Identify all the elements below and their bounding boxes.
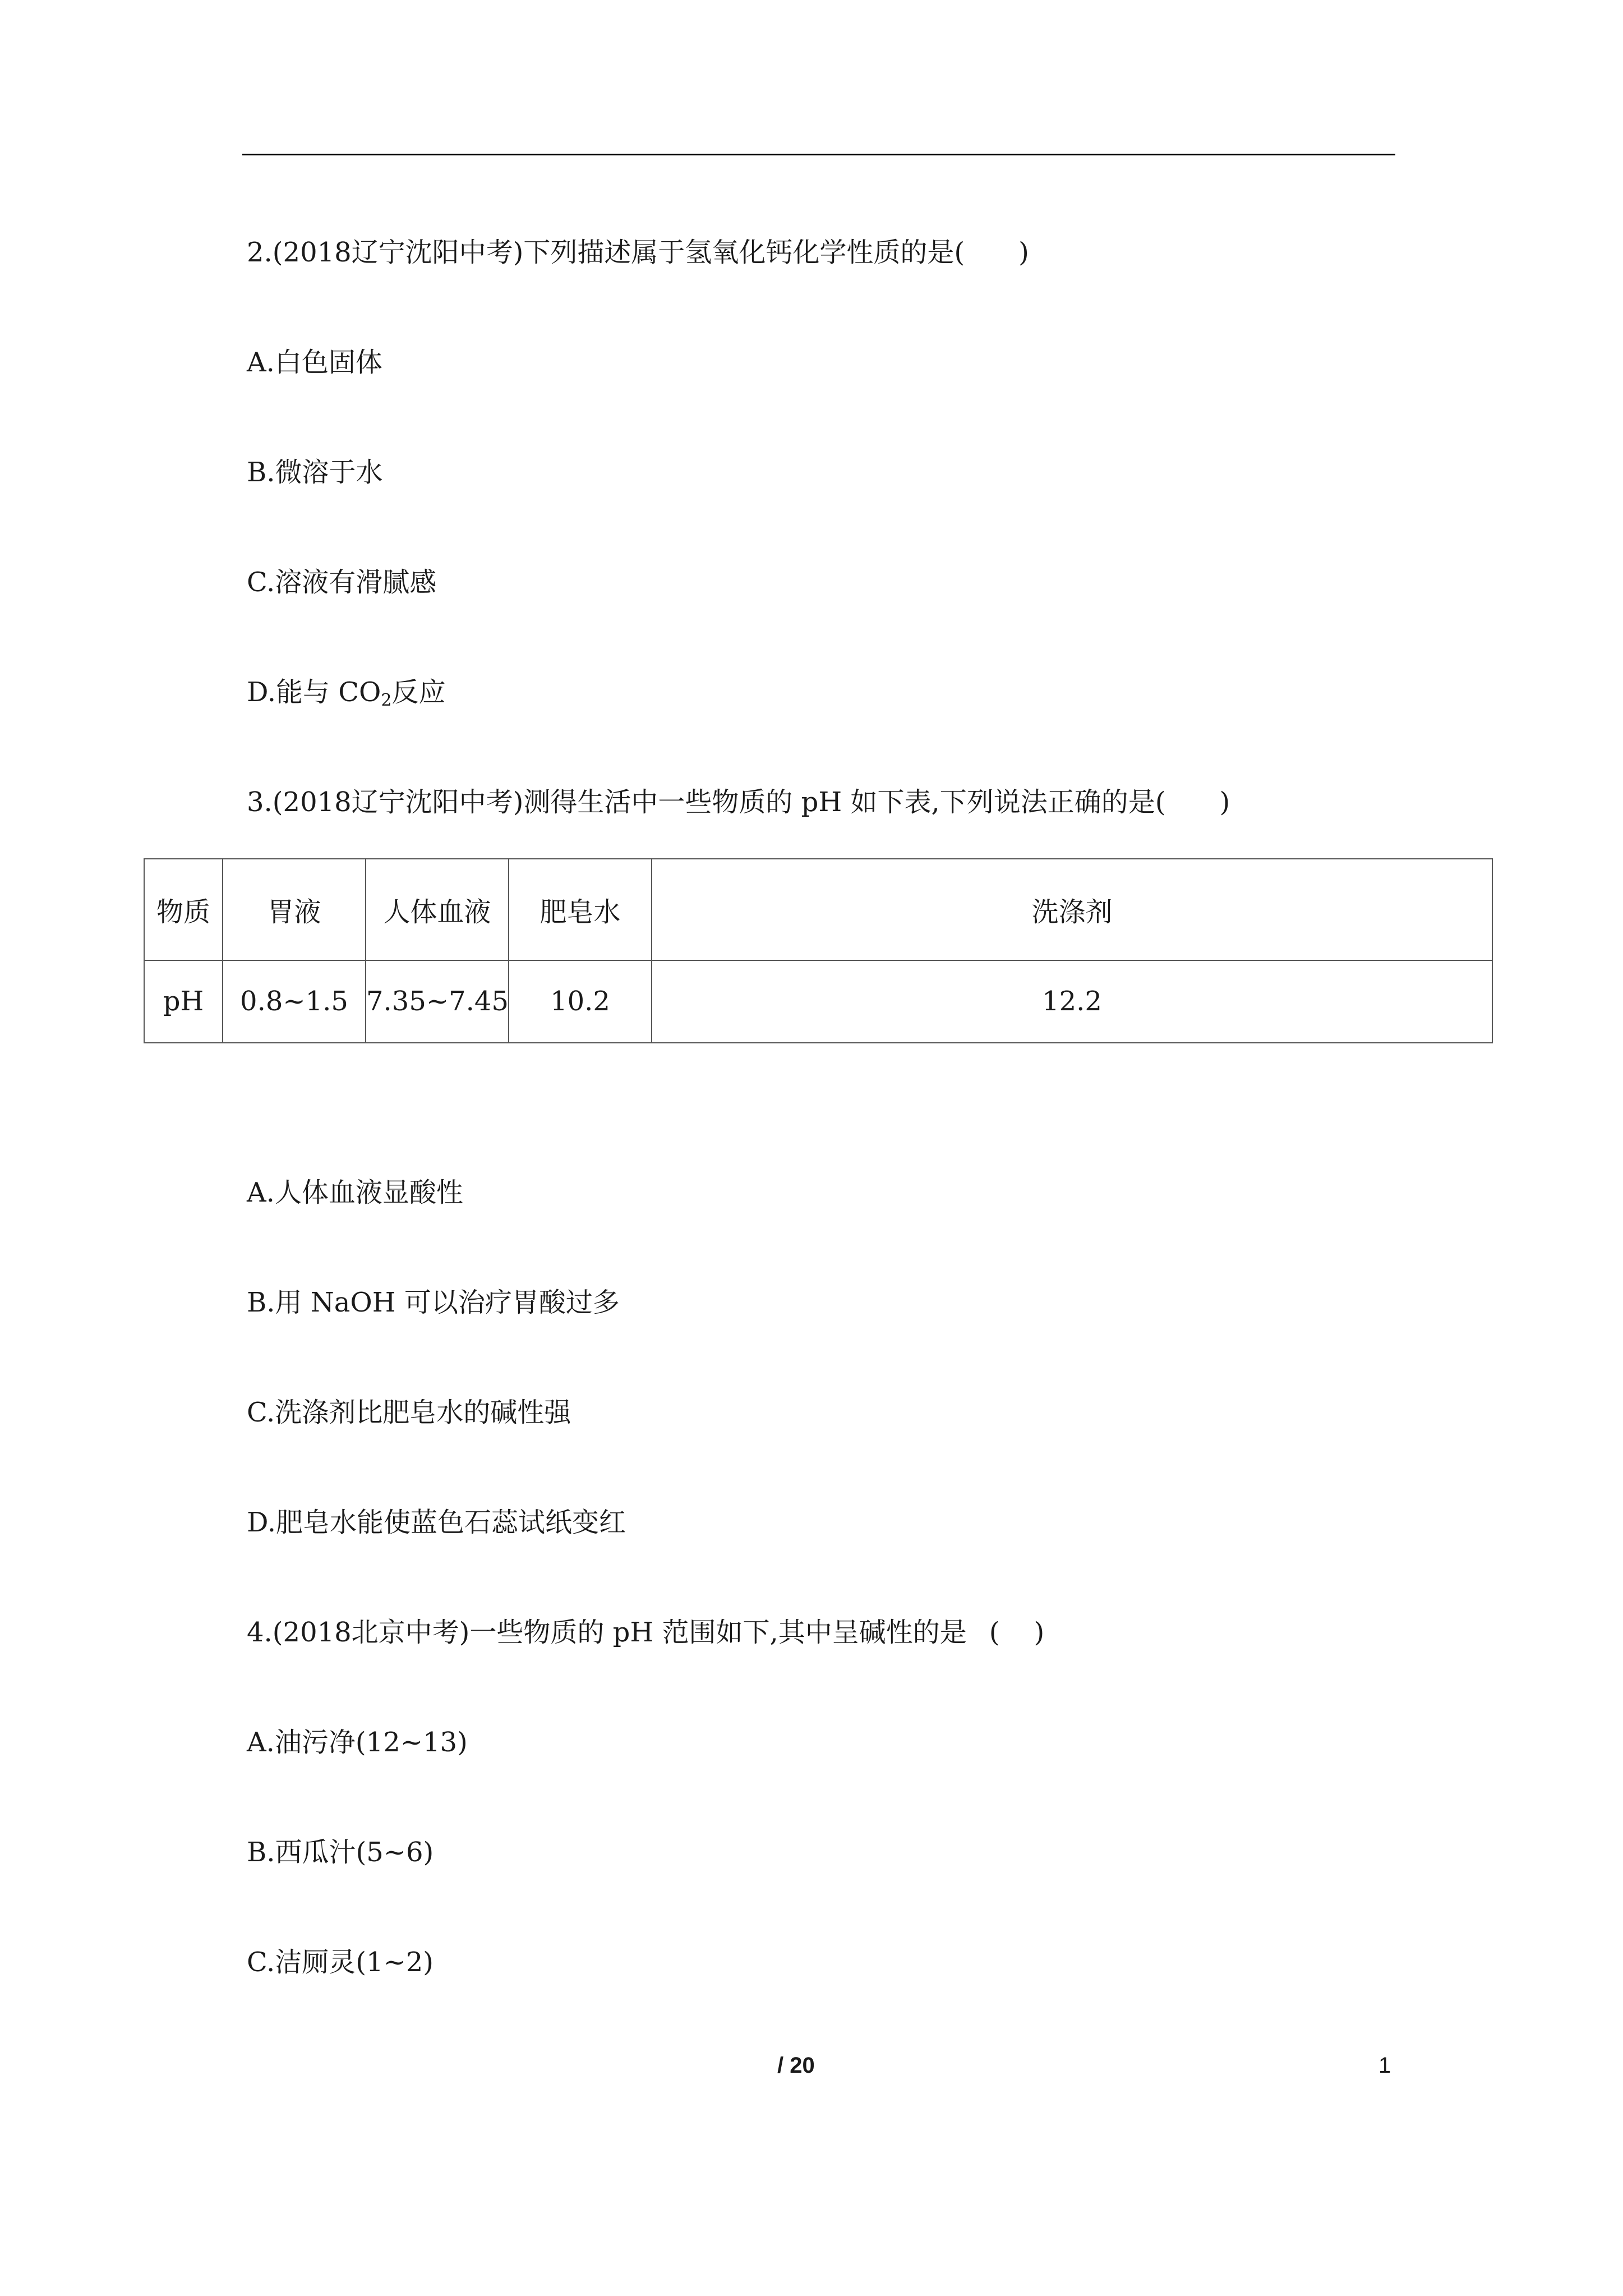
table-header-cell: 肥皂水: [509, 859, 652, 960]
question-3-close-paren: ): [1219, 786, 1230, 818]
question-2-text: 2.(2018辽宁沈阳中考)下列描述属于氢氧化钙化学性质的是(: [247, 237, 965, 268]
table-header-cell: 洗涤剂: [652, 859, 1492, 960]
ph-table: [144, 858, 1493, 1043]
table-row: [144, 960, 1492, 1043]
q2-option-d-text: D.能与 CO: [247, 677, 381, 708]
question-4-stem: [247, 1614, 1044, 1650]
header-rule: [242, 154, 1395, 155]
table-cell: 7.35~7.45: [366, 960, 509, 1043]
table-cell: pH: [144, 960, 223, 1043]
q2-option-d: [247, 674, 445, 719]
page-number: 1: [1378, 2053, 1391, 2078]
q3-option-d: D.肥皂水能使蓝色石蕊试纸变红: [247, 1507, 626, 1538]
q3-option-b: B.用 NaOH 可以治疗胃酸过多: [247, 1287, 620, 1318]
q2-option-c: C.溶液有滑腻感: [247, 567, 437, 598]
q4-option-a: A.油污净(12~13): [247, 1727, 468, 1758]
q2-option-d-tail: 反应: [391, 677, 446, 708]
table-header-row: [144, 859, 1492, 960]
question-2-close-paren: ): [1018, 237, 1029, 268]
table-cell: 10.2: [509, 960, 652, 1043]
question-2-stem: [247, 234, 1029, 270]
table-cell: 12.2: [652, 960, 1492, 1043]
question-4-text: 4.(2018北京中考)一些物质的 pH 范围如下,其中呈碱性的是: [247, 1617, 967, 1648]
q4-option-c: C.洁厕灵(1~2): [247, 1947, 434, 1978]
page-total: / 20: [777, 2053, 815, 2078]
subscript: 2: [381, 691, 392, 710]
q2-option-b: B.微溶于水: [247, 457, 383, 488]
table-header-cell: 胃液: [223, 859, 366, 960]
q3-option-a: A.人体血液显酸性: [247, 1177, 463, 1208]
q4-option-b: B.西瓜汁(5~6): [247, 1837, 434, 1868]
q2-option-a: A.白色固体: [247, 347, 382, 378]
question-4-paren: ( ): [989, 1617, 1045, 1648]
q3-option-c: C.洗涤剂比肥皂水的碱性强: [247, 1397, 571, 1428]
question-3-stem: [247, 784, 1230, 820]
table-cell: 0.8~1.5: [223, 960, 366, 1043]
table-header-cell: 物质: [144, 859, 223, 960]
question-3-text: 3.(2018辽宁沈阳中考)测得生活中一些物质的 pH 如下表,下列说法正确的是(: [247, 786, 1166, 818]
table-header-cell: 人体血液: [366, 859, 509, 960]
